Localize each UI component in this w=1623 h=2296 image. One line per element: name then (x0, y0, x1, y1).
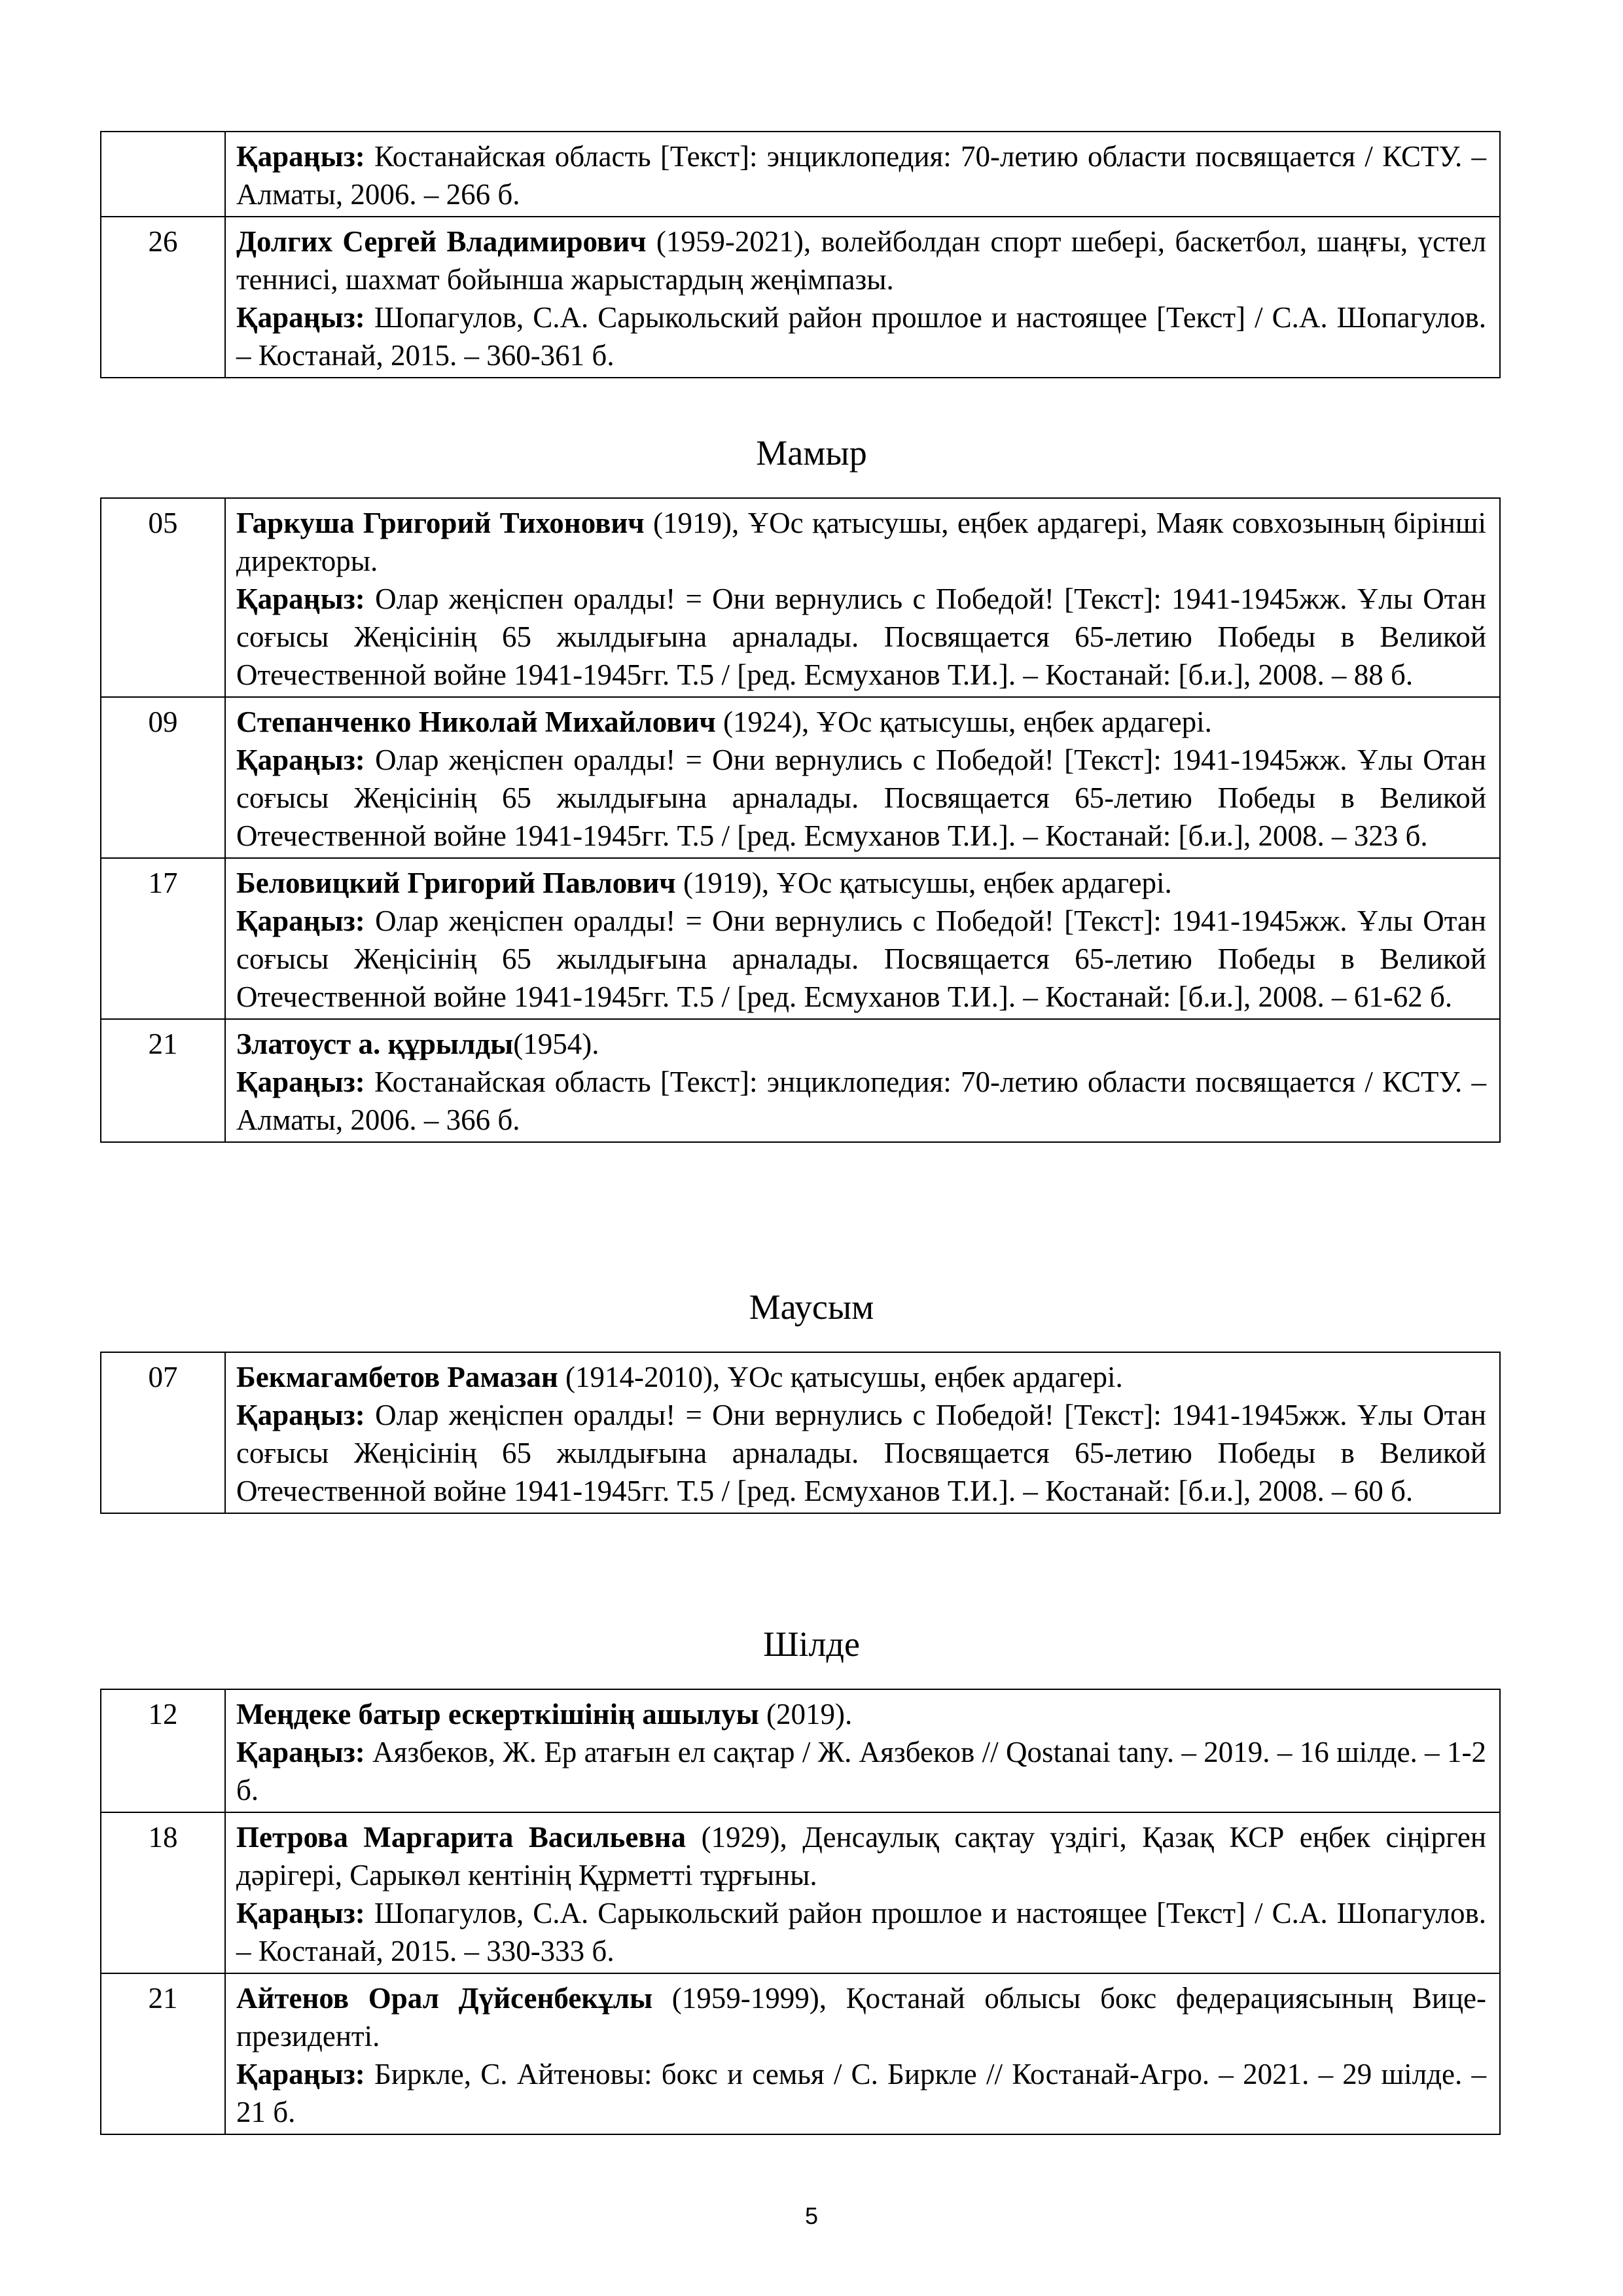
row-text (225, 1352, 1500, 1513)
section-heading-shilde: Шілде (763, 1624, 860, 1664)
row-number: 21 (101, 1973, 225, 2134)
page-number: 5 (804, 2202, 819, 2229)
source-line (236, 137, 1486, 213)
source-line (236, 1396, 1486, 1510)
row-text (225, 1973, 1500, 2134)
table-row (101, 1019, 1500, 1142)
table-row (101, 1812, 1500, 1973)
row-number (101, 132, 225, 217)
source-line (236, 1894, 1486, 1970)
see-label: Қараңыз: (236, 744, 365, 776)
entry-title: Меңдеке батыр ескерткішінің ашылуы (236, 1698, 759, 1731)
row-text (225, 1689, 1500, 1812)
row-text (225, 1019, 1500, 1142)
entry-desc: (1954). (513, 1028, 599, 1060)
table-row (101, 217, 1500, 378)
row-text (225, 1812, 1500, 1973)
see-label: Қараңыз: (236, 583, 365, 615)
source-text: Олар жеңіспен оралды! = Они вернулись с Победой! [Текст]: 1941-1945жж. Ұлы Отан соғысы Жеңісінің 65 жылдығына арналады. Посвящается 65-летию Победы в Великой Отечественной войне 1941-1945гг. Т.5 / [ред. Есмуханов Т.И.]. – Костанай: [б.и.], 2008. – 88 б. (236, 583, 1487, 691)
entry-title: Петрова Маргарита Васильевна (236, 1821, 687, 1854)
table-mamyr (100, 497, 1501, 1143)
table-row (101, 132, 1500, 217)
source-text: Олар жеңіспен оралды! = Они вернулись с Победой! [Текст]: 1941-1945жж. Ұлы Отан соғысы Жеңісінің 65 жылдығына арналады. Посвящается 65-летию Победы в Великой Отечественной войне 1941-1945гг. Т.5 / [ред. Есмуханов Т.И.]. – Костанай: [б.и.], 2008. – 61-62 б. (236, 905, 1487, 1013)
entry-title: Айтенов Орал Дүйсенбекұлы (236, 1982, 653, 2015)
row-number: 05 (101, 498, 225, 697)
see-label: Қараңыз: (236, 905, 365, 937)
entry-desc: (1924), ҰОс қатысушы, еңбек ардагері. (715, 706, 1212, 738)
see-label: Қараңыз: (236, 1897, 365, 1929)
table-row (101, 498, 1500, 697)
entry-desc: (1914-2010), ҰОс қатысушы, еңбек ардагері. (558, 1361, 1123, 1393)
entry-desc: (1959-1999), Қостанай облысы бокс федерациясының Вице-президенті. (236, 1982, 1486, 2053)
entry-desc: (2019). (758, 1698, 853, 1731)
row-number: 12 (101, 1689, 225, 1812)
entry-title: Бекмагамбетов Рамазан (236, 1361, 558, 1393)
row-text (225, 858, 1500, 1019)
section-heading-mausym: Маусым (749, 1287, 874, 1327)
source-line (236, 1063, 1486, 1139)
table-row (101, 697, 1500, 858)
table-mausym (100, 1352, 1501, 1514)
entry-title: Гаркуша Григорий Тихонович (236, 507, 645, 539)
row-number: 26 (101, 217, 225, 378)
row-number: 17 (101, 858, 225, 1019)
table-row (101, 1973, 1500, 2134)
source-text: Олар жеңіспен оралды! = Они вернулись с Победой! [Текст]: 1941-1945жж. Ұлы Отан соғысы Жеңісінің 65 жылдығына арналады. Посвящается 65-летию Победы в Великой Отечественной войне 1941-1945гг. Т.5 / [ред. Есмуханов Т.И.]. – Костанай: [б.и.], 2008. – 60 б. (236, 1399, 1487, 1507)
table-row (101, 858, 1500, 1019)
row-number: 09 (101, 697, 225, 858)
see-label: Қараңыз: (236, 2058, 365, 2090)
source-line (236, 298, 1486, 374)
source-text: Костанайская область [Текст]: энциклопедия: 70-летию области посвящается / КСТУ. – Алматы, 2006. – 366 б. (236, 1066, 1486, 1136)
entry-title: Беловицкий Григорий Павлович (236, 867, 676, 899)
row-text (225, 132, 1500, 217)
entry-line (236, 223, 1486, 298)
entry-desc: (1919), ҰОс қатысушы, еңбек ардагері, Маяк совхозының бірінші директоры. (236, 507, 1487, 577)
entry-title: Долгих Сергей Владимирович (236, 225, 647, 258)
table-row (101, 1352, 1500, 1513)
source-line (236, 2055, 1486, 2131)
table-top (100, 131, 1501, 378)
entry-line (236, 864, 1486, 902)
entry-desc: (1929), Денсаулық сақтау үздігі, Қазақ КСР еңбек сіңірген дәрігері, Сарыкөл кентінің Құрметті тұрғыны. (236, 1821, 1486, 1892)
entry-line (236, 703, 1486, 741)
source-line (236, 902, 1486, 1016)
see-label: Қараңыз: (236, 301, 365, 334)
entry-line (236, 504, 1486, 580)
source-text: Аязбеков, Ж. Ер атағын ел сақтар / Ж. Аязбеков // Qostanai tany. – 2019. – 16 шілде. – 1-2 б. (236, 1736, 1486, 1806)
source-text: Биркле, С. Айтеновы: бокс и семья / С. Биркле // Костанай-Агро. – 2021. – 29 шілде. – 21 б. (236, 2058, 1486, 2128)
see-label: Қараңыз: (236, 1399, 365, 1431)
row-number: 21 (101, 1019, 225, 1142)
entry-desc: (1919), ҰОс қатысушы, еңбек ардагері. (675, 867, 1172, 899)
table-row (101, 1689, 1500, 1812)
section-heading-mamyr: Мамыр (756, 433, 867, 473)
entry-line (236, 1358, 1486, 1396)
row-number: 18 (101, 1812, 225, 1973)
row-text (225, 217, 1500, 378)
row-number: 07 (101, 1352, 225, 1513)
source-text: Шопагулов, С.А. Сарыкольский район прошлое и настоящее [Текст] / С.А. Шопагулов. – Костанай, 2015. – 330-333 б. (236, 1897, 1486, 1967)
entry-line (236, 1695, 1486, 1733)
entry-line (236, 1979, 1486, 2055)
row-text (225, 697, 1500, 858)
table-shilde (100, 1689, 1501, 2135)
source-text: Костанайская область [Текст]: энциклопедия: 70-летию области посвящается / КСТУ. – Алматы, 2006. – 266 б. (236, 140, 1486, 211)
row-text (225, 498, 1500, 697)
source-line (236, 580, 1486, 694)
source-text: Шопагулов, С.А. Сарыкольский район прошлое и настоящее [Текст] / С.А. Шопагулов. – Костанай, 2015. – 360-361 б. (236, 301, 1486, 372)
entry-line (236, 1818, 1486, 1894)
see-label: Қараңыз: (236, 1066, 365, 1098)
source-line (236, 741, 1486, 855)
source-line (236, 1733, 1486, 1809)
entry-desc: (1959-2021), волейболдан спорт шебері, баскетбол, шаңғы, үстел теннисі, шахмат бойынша жарыстардың жеңімпазы. (236, 225, 1487, 296)
entry-line (236, 1025, 1486, 1063)
entry-title: Степанченко Николай Михайлович (236, 706, 716, 738)
see-label: Қараңыз: (236, 140, 365, 173)
entry-title: Златоуст а. құрылды (236, 1028, 514, 1060)
see-label: Қараңыз: (236, 1736, 365, 1768)
source-text: Олар жеңіспен оралды! = Они вернулись с Победой! [Текст]: 1941-1945жж. Ұлы Отан соғысы Жеңісінің 65 жылдығына арналады. Посвящается 65-летию Победы в Великой Отечественной войне 1941-1945гг. Т.5 / [ред. Есмуханов Т.И.]. – Костанай: [б.и.], 2008. – 323 б. (236, 744, 1487, 852)
